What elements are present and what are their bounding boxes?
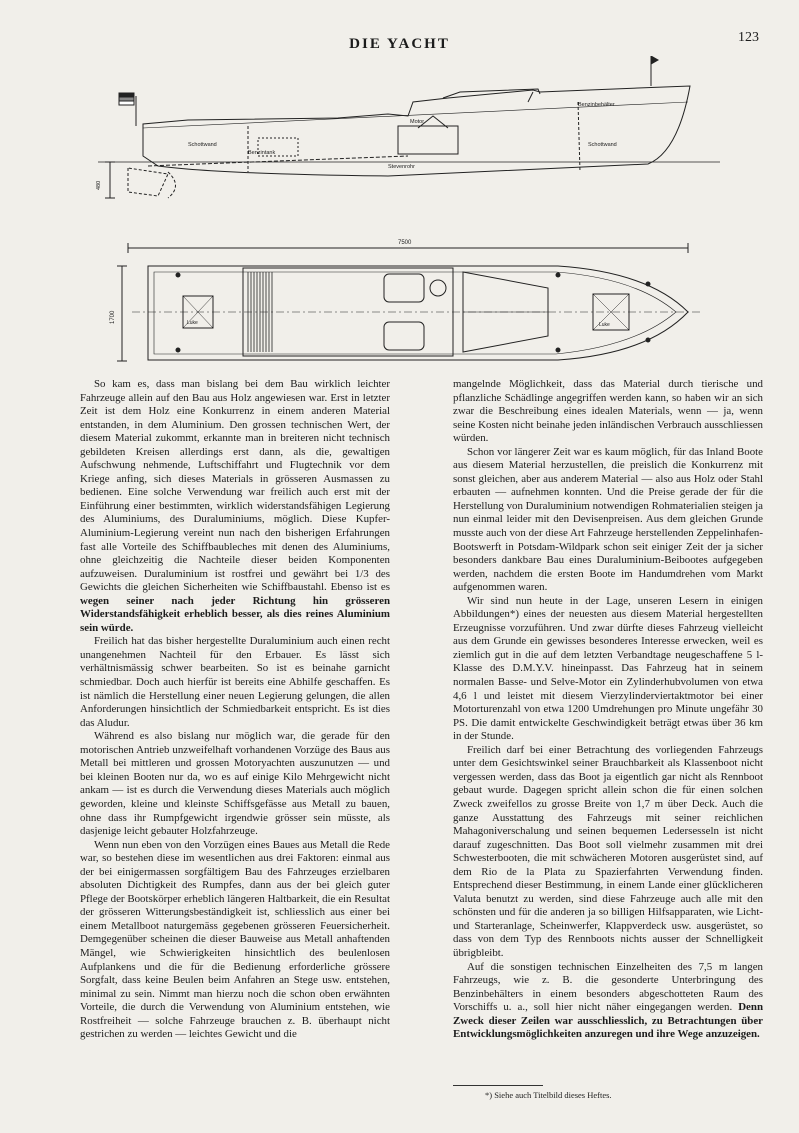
paragraph: Wir sind nun heute in der Lage, unseren Lesern in einigen Abbildungen*) eines der neuesten aus diesem Material hergestellten Erzeugnisse vorzuführen. Und zwar dürfte dieses Fahrzeug vielleicht aus dem Grunde ein gewisses besonderes Interesse erwecken, weil es ziemlich gut in die auf dem letzten Verbandtage neugeschaffene 5 l-Klasse des D.M.Y.V. hineinpasst. Das Fahrzeug hat in seinem normalen Basse- und Selve-Motor ein Zylinderhubvolumen von etwa 4,6 l und leistet mit diesem Vierzylinderviertaktmotor bei einer Motorturenzahl von etwa 1200 Umdrehungen pro Minute ungefähr 30 PS. Die damit entwickelte Geschwindigkeit beträgt etwas über 36 km in der Stunde. xyxy=(453,594,763,743)
label-luke-fore: Luke xyxy=(599,322,610,328)
masthead-title: DIE YACHT xyxy=(349,36,450,52)
label-benzinbehaelter: Benzinbehälter xyxy=(578,102,615,108)
boat-technical-drawing xyxy=(88,56,720,376)
paragraph: mangelnde Möglichkeit, dass das Material durch tierische und pflanzliche Schädlinge angegriffen werden kann, so haben wir an sich zwar die Beschreibung eines idealen Materials, wenn — ja, wenn seine Kosten nicht beinahe jeden inländischen Verbrauch ausschliessen würden. xyxy=(453,378,763,445)
stern-flag xyxy=(119,93,134,97)
plan-view xyxy=(117,243,700,361)
paragraph: Schon vor längerer Zeit war es kaum möglich, für das Inland Boote aus diesem Material herzustellen, die preislich die Konkurrenz mit sonst gleichen, aber aus anderem Material — also aus Holz oder Stahl erbauten — aufnehmen konnten. Und die Preise gerade der für die Herstellung von Duraluminium notwendigen Rohmaterialien steigen ja nun einmal leider mit den Devisenpreisen. Aus dem gleichen Grunde musste auch von der diese Art Fahrzeuge herstellenden Zeppelinhafen-Bootswerft in Potsdam-Wildpark schon seit einiger Zeit der ja sicher besonders dankbare Bau eines Duraluminium-Beibootes aufgegeben werden, nachdem die ersten Boote im Handumdrehen vom Markt aufgenommen waren. xyxy=(453,445,763,594)
label-motor: Motor xyxy=(410,119,425,125)
label-schottwand-fore: Schottwand xyxy=(588,142,617,148)
paragraph: So kam es, dass man bislang bei dem Bau wirklich leichter Fahrzeuge allein auf den Bau aus Holz angewiesen war. Erst in letzter Zeit ist dem Holz eine Konkurrenz in einem anderen Material entstanden, in dem Aluminium. Den grossen technischen Wert, der diesem Material zukommt, erkannte man in breiteren nicht technisch gebildeten Kreisen allerdings erst dann, als die, gewaltigen Aufschwung nehmende, Luftschiffahrt und Flugtechnik vor dem Kriege anfing, sich dieses Materials in grösseren Ausmassen zu bedienen. Eine solche Verwendung war freilich auch erst mit der Einführung einer bestimmten, wirklich widerstandsfähigen Legierung des Aluminiums, des Duraluminiums, möglich. Diese Kupfer-Aluminium-Legierung vereint nun nach den bisherigen Erfahrungen fast alle Vorteile des Schiffbaubleches mit denen des Aluminiums, ohne gleichzeitig die Nachteile dieser beiden Komponenten aufzuweisen. Duraluminium ist rostfrei und gewährt bei 1/3 des Gewichts die gleichen Sicherheiten wie Schiffbaustahl. Ebenso ist es wegen seiner nach jeder Richtung hin grösseren Widerstandsfähigkeit erheblich besser, als dies reines Aluminium sein würde. xyxy=(80,378,390,634)
right-column xyxy=(453,378,763,1042)
plan-hull xyxy=(148,266,688,360)
seat-port xyxy=(384,274,424,302)
label-draft: 480 xyxy=(96,180,102,190)
label-luke-aft: Luke xyxy=(187,320,198,326)
paragraph: Freilich darf bei einer Betrachtung des vorliegenden Fahrzeugs unter dem Gesichtswinkel seiner Brauchbarkeit als Klassenboot nicht vergessen werden, dass das Boot ja eigentlich gar nicht als Rennboot gebaut wurde. Dagegen spricht allein schon die für einen solchen Zweck zweifellos zu grosse Breite von 1,7 m über Deck. Auch die ganze Ausstattung des Fahrzeugs mit seiner reichlichen Mahagoniverschalung und seinen bequemen Ledersesseln ist nicht darauf zugeschnitten. Das Boot soll vielmehr zusammen mit drei Schwesterbooten, die mit schwächeren Motoren ausgerüstet sind, auf dem Rio de la Plata zu Spazierfahrten Verwendung finden. Entsprechend dieser Bestimmung, in einem Lande einer glücklicheren Valuta benutzt zu werden, sind diese Fahrzeuge auch alle mit den schönsten und für die anderen ja so billigen Hilfsapparaten, wie Licht- und Starteranlage, Scheinwerfer, Klappverdeck usw. ausgerüstet, so dass von dem Typ des Rennboots nichts ausser der Schnelligkeit übrigbleibt. xyxy=(453,743,763,959)
left-column xyxy=(80,378,390,1042)
side-hull xyxy=(143,86,690,176)
footnote: *) Siehe auch Titelbild dieses Heftes. xyxy=(485,1090,612,1100)
bow-flag xyxy=(651,56,658,64)
side-elevation xyxy=(98,56,720,198)
page-number: 123 xyxy=(738,30,759,45)
label-beam: 1700 xyxy=(110,310,116,324)
steering-wheel xyxy=(430,280,446,296)
paragraph: Wenn nun eben von den Vorzügen eines Baues aus Metall die Rede war, so bestehen diese im wesentlichen aus drei Faktoren: einmal aus der bei einigermassen sorgfältigem Bau des Fahrzeuges erzielbaren absoluten Dichtigkeit des Rumpfes, dann aus der bei gleich guter Pflege der Bootskörper erheblich längeren Haltbarkeit, die ein Resultat der grösseren Witterungsbeständigkeit ist, schliesslich aus einer bei einem Metallboot naturgemäss gegebenen grösseren Feuersicherheit. Demgegenüber scheinen die dieser Bauweise aus Metall anhaftenden Mängel, wie Schwierigkeiten hinsichtlich des beulenlosen Aufplankens und die für die Bedienung erforderliche grössere Sorgfalt, dass keine Beulen beim Anfahren an Stege usw. entstehen, minimal zu sein. Nimmt man hierzu noch die schon oben erwähnten Vorteile, die durch die Verwendung von Aluminium entstehen, wie Rostfreiheit — solche Fahrzeuge brauchen z. B. überhaupt nicht gestrichen zu werden — leichtes Gewicht und die xyxy=(80,838,390,1041)
label-benzintank: Benzintank xyxy=(248,150,276,156)
paragraph: Während es also bislang nur möglich war, die gerade für den motorischen Antrieb unzweifelhaft vorhandenen Vorzüge des Baus aus Metall bei mittleren und grossen Motoryachten auszunutzen — und bei kleinen Booten nur da, wo es auf einige Kilo Mehrgewicht nicht ankam — ist es durch die Verwendung dieses Materials auch möglich geworden, kleine und kleinste Schiffsgefässe aus Metall zu bauen, ohne dass ihr Rumpfgewicht irgendwie grösser sein müsste, als dasjenige leicht gebauter Holzfahrzeuge. xyxy=(80,730,390,838)
label-stevenrohr: Stevenrohr xyxy=(388,164,415,170)
label-schottwand-aft: Schottwand xyxy=(188,142,217,148)
label-length: 7500 xyxy=(398,240,412,246)
seat-starboard xyxy=(384,322,424,350)
footnote-divider xyxy=(453,1085,543,1086)
paragraph: Freilich hat das bisher hergestellte Duraluminium auch einen recht unangenehmen Nachteil für den Erbauer. Es lässt sich verhältnismässig schwer bearbeiten. So ist es beinahe garnicht schmiedbar. Doch auch hierfür ist bereits eine Abhilfe geschaffen. Es ist nämlich die Herstellung einer neuen Legierung gelungen, die allen Anforderungen hinsichtlich der Schmiedbarkeit entspricht. Es ist dies das Aludur. xyxy=(80,635,390,729)
paragraph: Auf die sonstigen technischen Einzelheiten des 7,5 m langen Fahrzeugs, wie z. B. die gesonderte Unterbringung des Benzinbehälters in einem besonders abgeschotteten Raum des Vorschiffs u. a., soll hier nicht näher eingegangen werden. Denn Zweck dieser Zeilen war ausschliesslich, zu Betrachtungen über Entwicklungsmöglichkeiten anzuregen und ihre Wege anzuzeigen. xyxy=(453,960,763,1041)
